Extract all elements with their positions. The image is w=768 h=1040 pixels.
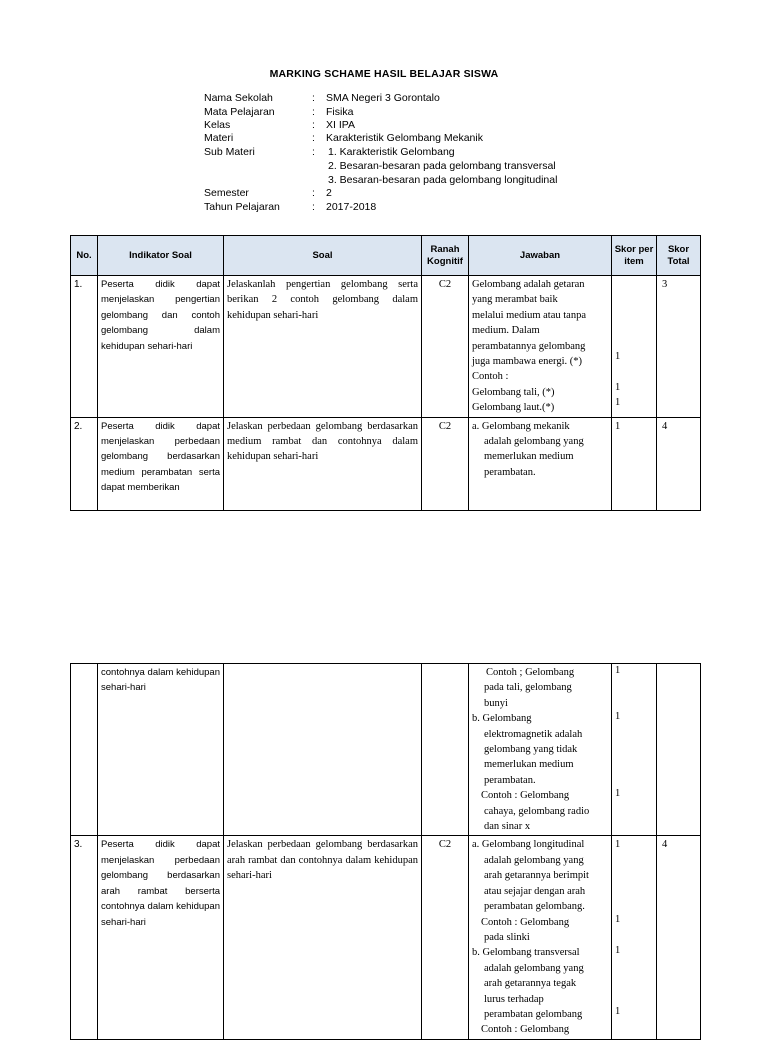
meta-colon: : bbox=[312, 119, 315, 131]
cell-indikator: Peserta didik dapat menjelaskan perbedaan gelombang berdasarkan medium perambatan serta dapat memberikan bbox=[98, 417, 224, 510]
header-jawaban: Jawaban bbox=[469, 236, 612, 276]
meta-colon: : bbox=[312, 201, 315, 213]
table-row bbox=[71, 417, 701, 510]
meta-label: Kelas bbox=[204, 119, 231, 131]
skor-value: 1 bbox=[615, 397, 621, 408]
answer-line: Contoh : Gelombang bbox=[481, 790, 570, 802]
skor-value: 1 bbox=[615, 351, 621, 362]
answer-line: perambatan. bbox=[484, 466, 536, 478]
answer-line: juga mambawa energi. (*) bbox=[472, 356, 583, 368]
answer-line: bunyi bbox=[484, 697, 508, 709]
answer-line: perambatannya gelombang bbox=[472, 340, 586, 352]
header-skor-item: Skor per item bbox=[612, 236, 657, 276]
meta-colon: : bbox=[312, 146, 315, 158]
answer-line: arah getarannya tegak bbox=[484, 978, 577, 990]
skor-value: 1 bbox=[615, 711, 621, 722]
document-title: MARKING SCHAME HASIL BELAJAR SISWA bbox=[269, 68, 499, 80]
cell-jawaban bbox=[469, 276, 612, 418]
answer-line: memerlukan medium bbox=[484, 759, 574, 771]
answer-line: Contoh ; Gelombang bbox=[486, 667, 575, 678]
cell-skor-item bbox=[612, 276, 657, 418]
skor-value: 1 bbox=[615, 665, 621, 676]
cell-skor-total: 3 bbox=[657, 276, 701, 418]
meta-label: Tahun Pelajaran bbox=[204, 201, 280, 213]
meta-colon: : bbox=[312, 92, 315, 104]
header-soal: Soal bbox=[224, 236, 422, 276]
skor-value: 1 bbox=[615, 839, 621, 851]
cell-no bbox=[71, 664, 98, 836]
cell-soal bbox=[224, 664, 422, 836]
answer-line: adalah gelombang yang bbox=[484, 436, 584, 448]
cell-ranah: C2 bbox=[422, 417, 469, 510]
skor-value: 1 bbox=[615, 382, 621, 393]
answer-line: adalah gelombang yang bbox=[484, 854, 584, 866]
answer-line: pada slinki bbox=[484, 931, 530, 943]
meta-label: Sub Materi bbox=[204, 146, 255, 158]
answer-line: perambatan gelombang bbox=[484, 1008, 583, 1020]
header-indikator: Indikator Soal bbox=[98, 236, 224, 276]
table-row bbox=[71, 276, 701, 418]
cell-indikator: Peserta didik dapat menjelaskan pengertian gelombang dan contoh gelombang dalam kehidupan sehari-hari bbox=[98, 276, 224, 418]
meta-value: 2 bbox=[326, 187, 332, 199]
answer-line: Contoh : Gelombang bbox=[481, 1024, 570, 1036]
answer-line: Contoh : Gelombang bbox=[481, 916, 570, 928]
answer-line: melalui medium atau tanpa bbox=[472, 309, 587, 321]
cell-jawaban bbox=[469, 836, 612, 1039]
cell-skor-total: 4 bbox=[657, 836, 701, 1039]
cell-soal: Jelaskan perbedaan gelombang berdasarkan arah rambat dan contohnya dalam kehidupan sehari-hari bbox=[224, 836, 422, 1039]
meta-label: Mata Pelajaran bbox=[204, 106, 275, 118]
meta-colon: : bbox=[312, 106, 315, 118]
answer-line: perambatan gelombang. bbox=[484, 901, 585, 913]
cell-indikator: Peserta didik dapat menjelaskan perbedaan gelombang berdasarkan arah rambat berserta contohnya dalam kehidupan sehari-hari bbox=[98, 836, 224, 1039]
answer-line: b. Gelombang transversal bbox=[472, 947, 580, 959]
answer-line: memerlukan medium bbox=[484, 451, 574, 463]
cell-no: 2. bbox=[71, 417, 98, 510]
meta-label: Materi bbox=[204, 132, 234, 144]
answer-line: elektromagnetik adalah bbox=[484, 728, 583, 740]
meta-label: Nama Sekolah bbox=[204, 92, 273, 104]
skor-value: 1 bbox=[615, 945, 621, 957]
meta-value: 2017-2018 bbox=[326, 201, 377, 213]
meta-colon: : bbox=[312, 132, 315, 144]
meta-value: 2. Besaran-besaran pada gelombang transversal bbox=[328, 160, 556, 172]
cell-jawaban bbox=[469, 664, 612, 836]
cell-skor-total: 4 bbox=[657, 417, 701, 510]
answer-line: arah getarannya berimpit bbox=[484, 870, 589, 882]
answer-line: cahaya, gelombang radio bbox=[484, 805, 590, 817]
cell-ranah: C2 bbox=[422, 836, 469, 1039]
meta-value: Karakteristik Gelombang Mekanik bbox=[326, 132, 483, 144]
cell-soal: Jelaskan perbedaan gelombang berdasarkan medium rambat dan contohnya dalam kehidupan sehari-hari bbox=[224, 417, 422, 510]
cell-soal: Jelaskanlah pengertian gelombang serta berikan 2 contoh gelombang dalam kehidupan sehari-hari bbox=[224, 276, 422, 418]
meta-value: 1. Karakteristik Gelombang bbox=[328, 146, 455, 158]
header-ranah: Ranah Kognitif bbox=[422, 236, 469, 276]
answer-line: adalah gelombang yang bbox=[484, 962, 584, 974]
skor-value: 1 bbox=[615, 914, 621, 926]
cell-no: 3. bbox=[71, 836, 98, 1039]
cell-skor-item bbox=[612, 417, 657, 510]
answer-line: Gelombang adalah getaran bbox=[472, 279, 585, 290]
meta-label: Semester bbox=[204, 187, 249, 199]
answer-line: yang merambat baik bbox=[472, 294, 558, 306]
header-no: No. bbox=[71, 236, 98, 276]
answer-line: lurus terhadap bbox=[484, 993, 544, 1005]
answer-line: Contoh : bbox=[472, 371, 509, 383]
table-header-row bbox=[71, 236, 701, 276]
cell-ranah: C2 bbox=[422, 276, 469, 418]
answer-line: Gelombang laut.(*) bbox=[472, 402, 555, 414]
answer-line: Gelombang tali, (*) bbox=[472, 386, 555, 398]
cell-ranah bbox=[422, 664, 469, 836]
meta-value: 3. Besaran-besaran pada gelombang longitudinal bbox=[328, 174, 558, 186]
answer-line: perambatan. bbox=[484, 774, 536, 786]
meta-value: Fisika bbox=[326, 106, 354, 118]
meta-value: SMA Negeri 3 Gorontalo bbox=[326, 92, 440, 104]
cell-jawaban bbox=[469, 417, 612, 510]
answer-line: medium. Dalam bbox=[472, 325, 540, 337]
answer-line: dan sinar x bbox=[484, 821, 531, 833]
meta-value: XI IPA bbox=[326, 119, 355, 131]
skor-value: 1 bbox=[615, 788, 621, 799]
answer-line: pada tali, gelombang bbox=[484, 682, 572, 694]
skor-value: 1 bbox=[615, 420, 621, 432]
table-row bbox=[71, 836, 701, 1039]
answer-line: atau sejajar dengan arah bbox=[484, 885, 586, 897]
cell-skor-item bbox=[612, 836, 657, 1039]
answer-line: a. Gelombang longitudinal bbox=[472, 839, 585, 851]
cell-skor-item bbox=[612, 664, 657, 836]
marking-table-1 bbox=[70, 235, 701, 511]
cell-skor-total bbox=[657, 664, 701, 836]
cell-indikator: contohnya dalam kehidupan sehari-hari bbox=[98, 664, 224, 836]
answer-line: a. Gelombang mekanik bbox=[472, 420, 570, 432]
meta-colon: : bbox=[312, 187, 315, 199]
cell-no: 1. bbox=[71, 276, 98, 418]
table-row bbox=[71, 664, 701, 836]
answer-line: b. Gelombang bbox=[472, 713, 532, 725]
answer-line: gelombang yang tidak bbox=[484, 744, 578, 756]
header-skor-total: Skor Total bbox=[657, 236, 701, 276]
skor-value: 1 bbox=[615, 1006, 621, 1018]
marking-table-2 bbox=[70, 663, 701, 1040]
